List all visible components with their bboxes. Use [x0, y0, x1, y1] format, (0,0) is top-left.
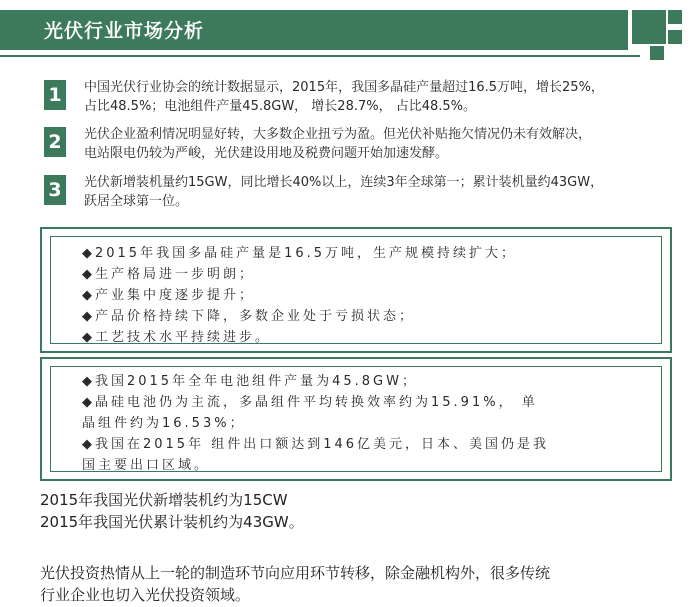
page-title: 光伏行业市场分析: [44, 20, 205, 42]
polysilicon-summary-box: [40, 227, 672, 353]
item-text: 中国光伏行业协会的统计数据显示，2015年，我国多晶硅产量超过16.5万吨，增长25%， 占比48.5%；电池组件产量45.8GW， 增长28.7%， 占比48.5%。: [84, 80, 604, 114]
box-lines: ◆我国2015年全年电池组件产量为45.8GW； ◆晶硅电池仍为主流，多晶组件平均转换效率约为15.91%， 单 晶组件约为16.53%； ◆我国在2015年 组件出口额达到146亿美元，日本、美国仍是我 国主要出口区域。: [82, 374, 550, 473]
header-decoration: [630, 6, 686, 62]
module-summary-box: [40, 357, 672, 481]
item-text: 光伏新增装机量约15GW，同比增长40%以上，连续3年全球第一；累计装机量约43GW， 跃居全球第一位。: [84, 175, 604, 209]
box-lines: ◆2015年我国多晶硅产量是16.5万吨，生产规模持续扩大； ◆生产格局进一步明朗； ◆产业集中度逐步提升； ◆产品价格持续下降，多数企业处于亏损状态； ◆工艺技术水平持续进步。: [82, 246, 518, 345]
item-number: 1: [44, 80, 66, 110]
item-number: 2: [44, 127, 66, 157]
header-underline: [0, 55, 640, 57]
installed-capacity-summary: 2015年我国光伏新增装机约为15CW 2015年我国光伏累计装机约为43GW。: [40, 491, 304, 531]
section-header: [0, 6, 690, 62]
item-text: 光伏企业盈利情况明显好转，大多数企业扭亏为盈。但光伏补贴拖欠情况仍未有效解决， 电站限电仍较为严峻，光伏建设用地及税费问题开始加速发酵。: [84, 127, 592, 161]
closing-paragraph: 光伏投资热情从上一轮的制造环节向应用环节转移，除金融机构外，很多传统 行业企业也切入光伏投资领域。: [40, 564, 551, 604]
item-number: 3: [44, 175, 66, 205]
